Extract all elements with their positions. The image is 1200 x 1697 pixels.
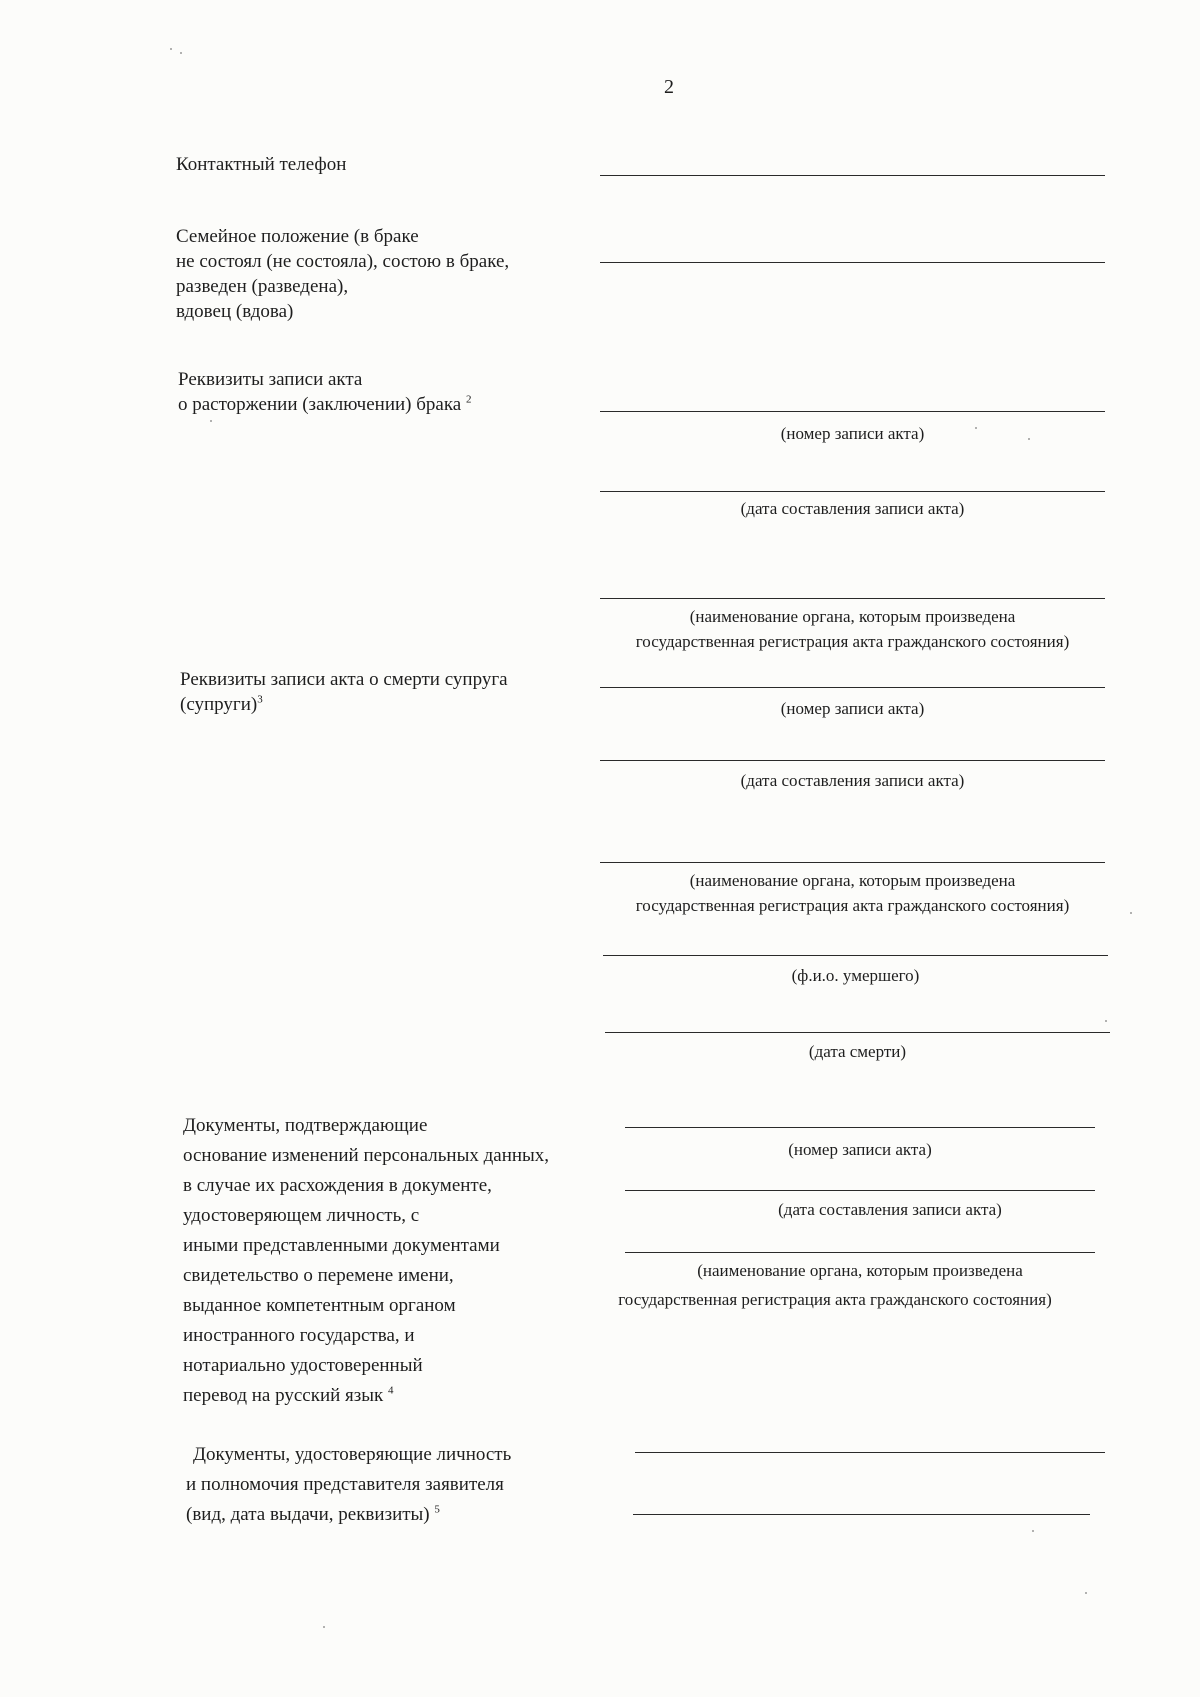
deceased-name-caption: (ф.и.о. умершего) [791,966,920,985]
marital-status-line-4: вдовец (вдова) [176,301,294,322]
scan-speck [1085,1592,1087,1594]
footnote-ref-3: 3 [257,693,263,706]
death-record-date-caption: (дата составления записи акта) [740,771,965,790]
marriage-record-line-1: Реквизиты записи акта [178,369,363,390]
death-record-org-line[interactable] [600,862,1105,863]
death-record-line-2: (супруги)$^3$ [180,693,263,715]
death-record-org-caption-2: государственная регистрация акта гражданского состояния) [635,896,1070,915]
footnote-ref-5: 5 [434,1503,440,1516]
change-docs-org-caption-1: (наименование органа, которым произведена [697,1261,1023,1280]
change-docs-line-10: перевод на русский язык $^4$ [183,1384,394,1406]
death-record-date-line[interactable] [600,760,1105,761]
deceased-name-line[interactable] [603,955,1108,956]
footnote-ref-4: 4 [388,1384,394,1397]
representative-docs-line-1: Документы, удостоверяющие личность [193,1444,512,1465]
scan-speck [323,1626,325,1628]
change-docs-line-1: Документы, подтверждающие [183,1115,428,1136]
death-record-org-caption-1: (наименование органа, которым произведена [689,871,1016,890]
footnote-ref-2: 2 [465,393,472,406]
marriage-record-number-line[interactable] [600,411,1105,412]
scan-speck [1105,1020,1107,1022]
representative-docs-line-2: и полномочия представителя заявителя [186,1474,504,1495]
change-docs-line-7: выданное компетентным органом [183,1295,456,1316]
change-docs-line-2: основание изменений персональных данных, [183,1145,550,1166]
marriage-record-org-caption-2: государственная регистрация акта гражданского состояния) [635,632,1070,651]
marriage-record-line-2: о расторжении (заключении) брака $^2$ [178,393,472,415]
marital-status-line-2: не состоял (не состояла), состою в браке, [176,251,510,272]
contact-phone-label: Контактный телефон [176,154,347,175]
marriage-record-org-line[interactable] [600,598,1105,599]
marriage-record-date-caption: (дата составления записи акта) [740,499,965,518]
change-docs-org-caption-2: государственная регистрация акта гражданского состояния) [618,1290,1052,1309]
change-docs-line-4: удостоверяющем личность, с [183,1205,420,1226]
marriage-record-org-caption-1: (наименование органа, которым произведена [689,607,1016,626]
scan-speck [210,420,212,422]
death-date-line[interactable] [605,1032,1110,1033]
change-docs-line-5: иными представленными документами [183,1235,500,1256]
scan-speck [975,427,977,429]
change-docs-line-9: нотариально удостоверенный [183,1355,423,1376]
death-record-number-caption: (номер записи акта) [780,699,925,718]
representative-docs-line-field-1[interactable] [635,1452,1105,1453]
contact-phone-field-line[interactable] [600,175,1105,176]
death-record-number-line[interactable] [600,687,1105,688]
change-docs-line-3: в случае их расхождения в документе, [183,1175,492,1196]
change-docs-date-caption: (дата составления записи акта) [778,1200,1002,1219]
marriage-record-date-line[interactable] [600,491,1105,492]
scan-speck [1032,1530,1034,1532]
scan-speck [180,52,182,54]
change-docs-org-line[interactable] [625,1252,1095,1253]
change-docs-line-6: свидетельство о перемене имени, [183,1265,454,1286]
marital-status-line-3: разведен (разведена), [176,276,349,297]
change-docs-number-line[interactable] [625,1127,1095,1128]
marital-status-line-1: Семейное положение (в браке [176,226,419,247]
marriage-record-number-caption: (номер записи акта) [780,424,925,443]
marital-status-field-line[interactable] [600,262,1105,263]
scan-speck [170,48,172,50]
page-number: 2 [664,76,674,98]
change-docs-number-caption: (номер записи акта) [788,1140,932,1159]
scan-speck [1028,438,1030,440]
scan-speck [1130,912,1132,914]
death-record-line-1: Реквизиты записи акта о смерти супруга [180,669,508,690]
representative-docs-line-3: (вид, дата выдачи, реквизиты) $^5$ [186,1503,440,1525]
representative-docs-line-field-2[interactable] [633,1514,1090,1515]
change-docs-date-line[interactable] [625,1190,1095,1191]
death-date-caption: (дата смерти) [808,1042,907,1061]
change-docs-line-8: иностранного государства, и [183,1325,415,1346]
